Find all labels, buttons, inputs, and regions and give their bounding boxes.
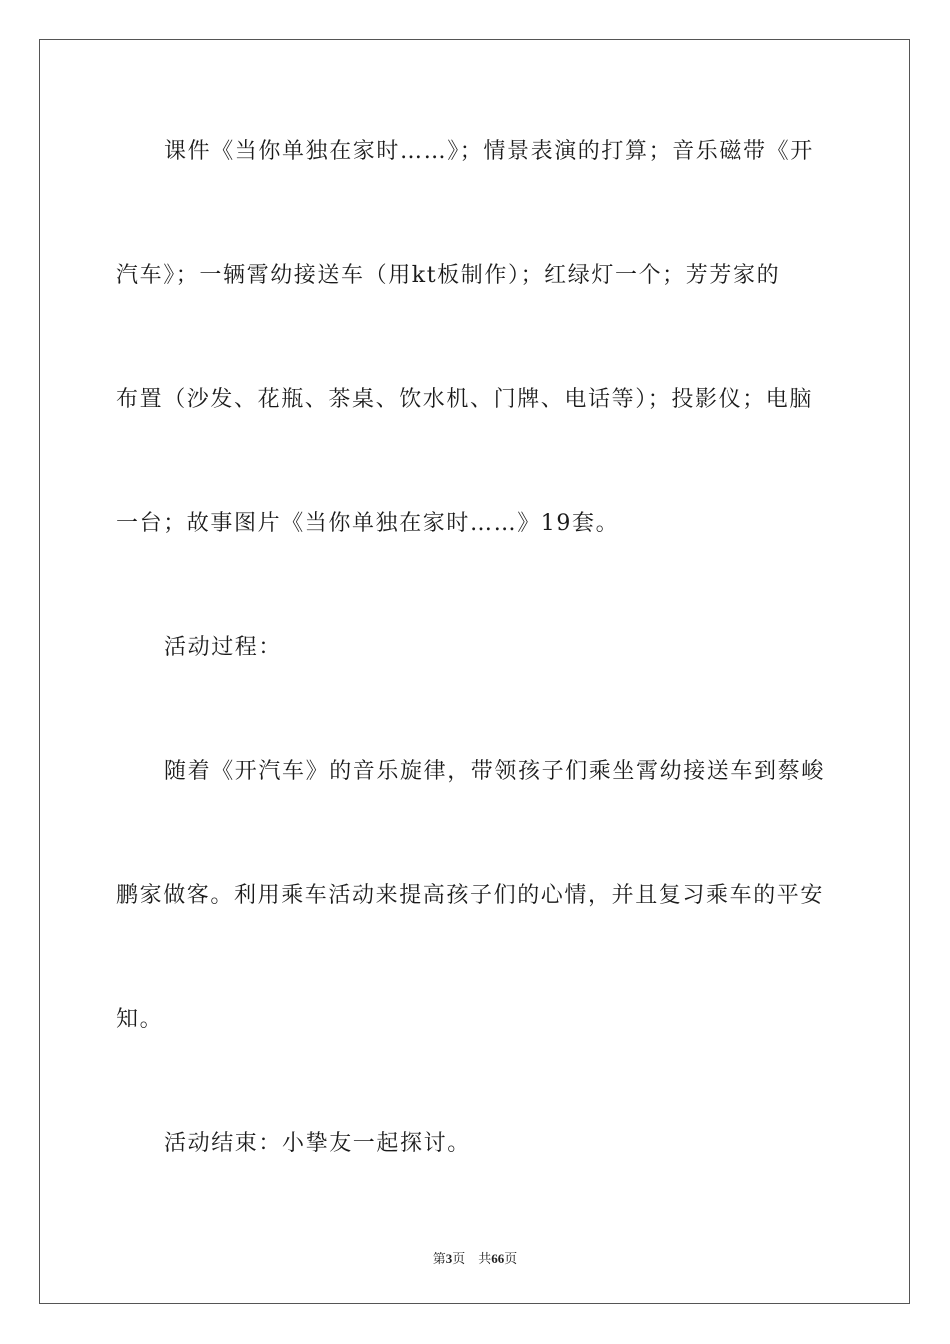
section-heading-process: 活动过程：	[164, 635, 283, 660]
footer-page-prefix: 第	[432, 1251, 446, 1266]
paragraph-line-2: 汽车》；一辆霄幼接送车（用kt板制作）；红绿灯一个；芳芳家的	[116, 263, 781, 288]
paragraph-line-6: 随着《开汽车》的音乐旋律，带领孩子们乘坐霄幼接送车到蔡峻	[164, 759, 825, 784]
page-footer	[0, 1248, 950, 1267]
paragraph-line-1: 课件《当你单独在家时……》；情景表演的打算；音乐磁带《开	[164, 139, 814, 164]
paragraph-line-8: 知。	[116, 1007, 164, 1032]
section-heading-end: 活动结束：小挚友一起探讨。	[164, 1131, 471, 1156]
document-body	[116, 90, 832, 1206]
footer-page-suffix: 页	[452, 1251, 466, 1266]
paragraph-line-4: 一台；故事图片《当你单独在家时……》19套。	[116, 511, 620, 536]
footer-total-pages: 66	[491, 1251, 505, 1266]
paragraph-line-3: 布置（沙发、花瓶、茶桌、饮水机、门牌、电话等）；投影仪；电脑	[116, 387, 814, 412]
footer-total-prefix: 共	[478, 1251, 492, 1266]
footer-page-number: 3	[445, 1251, 453, 1266]
footer-total-suffix: 页	[504, 1251, 518, 1266]
paragraph-line-7: 鹏家做客。利用乘车活动来提高孩子们的心情，并且复习乘车的平安	[116, 883, 825, 908]
